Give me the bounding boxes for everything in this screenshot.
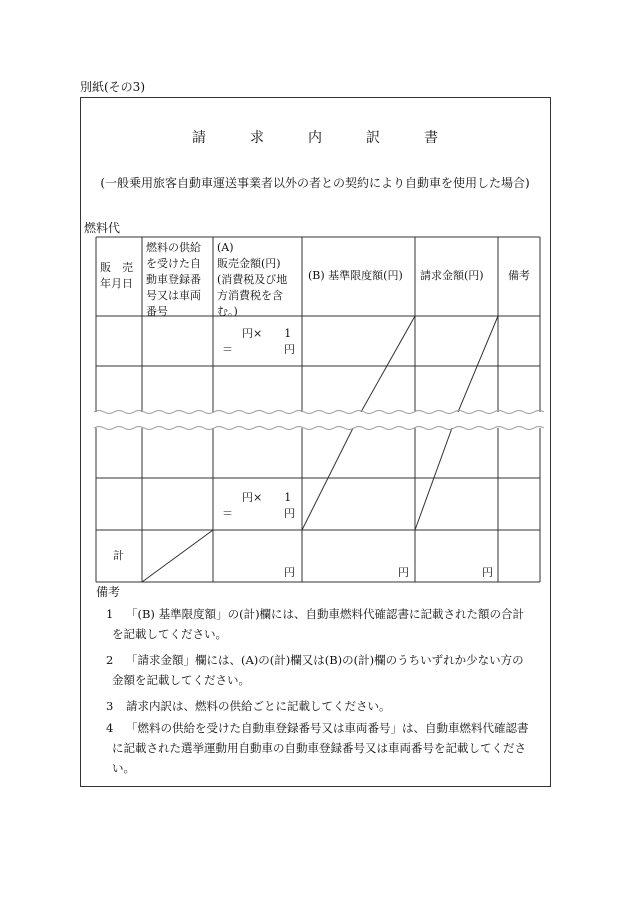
- header-vehicle-line: 番号: [146, 305, 168, 318]
- header-sales-line: む。): [217, 305, 238, 318]
- header-vehicle-line: を受けた自: [146, 257, 201, 270]
- header-date-line1: 販 売: [100, 261, 133, 274]
- header-sales-line: 方消費税を含: [217, 289, 283, 302]
- calc-row-2-equals: ＝: [222, 507, 233, 520]
- header-sales: [217, 240, 287, 320]
- note-text: 請求内訳は、燃料の供給ごとに記載してください。: [126, 699, 391, 713]
- note-number: 2: [106, 653, 114, 667]
- header-sales-line: 販売金額(円): [217, 257, 281, 270]
- calc-row-2-yen: 円: [284, 507, 295, 520]
- header-date-line2: 年月日: [100, 277, 133, 290]
- header-remarks: 備考: [508, 269, 530, 282]
- total-limit-yen: 円: [398, 566, 409, 579]
- title-char: 書: [424, 130, 438, 146]
- attachment-label: 別紙(その3): [80, 80, 145, 94]
- header-vehicle: [146, 240, 201, 320]
- note-text: に記載された選挙運動用自動車の自動車登録番号又は車両番号を記載してくださ: [112, 741, 526, 755]
- note-number: 3: [106, 699, 114, 713]
- note-1: [106, 604, 524, 644]
- note-3: [106, 696, 391, 716]
- total-sales-yen: 円: [284, 566, 295, 579]
- calc-row-1-line1: 円× 1: [242, 327, 292, 340]
- note-4: [106, 718, 529, 778]
- notes-heading: 備考: [96, 585, 121, 599]
- note-2: [106, 650, 524, 690]
- note-text: 「(B) 基準限度額」の(計)欄には、自動車燃料代確認書に記載された額の合計: [126, 607, 525, 621]
- header-sales-line: (A): [217, 241, 234, 254]
- note-text: を記載してください。: [112, 627, 227, 641]
- header-date: [100, 260, 133, 292]
- title-char: 訳: [366, 130, 380, 146]
- header-vehicle-line: 動車登録番: [146, 273, 201, 286]
- header-limit: (B) 基準限度額(円): [308, 269, 403, 282]
- title-char: 求: [250, 130, 264, 146]
- total-label: 計: [113, 549, 124, 562]
- header-sales-line: (消費税及び地: [217, 273, 288, 286]
- document-subtitle: (一般乗用旅客自動車運送事業者以外の者との契約により自動車を使用した場合): [100, 176, 530, 190]
- note-number: 1: [106, 607, 114, 621]
- note-text: 「請求金額」欄には、(A)の(計)欄又は(B)の(計)欄のうちいずれか少ない方の: [126, 653, 524, 667]
- document-title: [0, 127, 630, 147]
- section-label: 燃料代: [84, 221, 121, 235]
- header-vehicle-line: 燃料の供給: [146, 241, 201, 254]
- calc-row-1-equals: ＝: [222, 343, 233, 356]
- calc-row-1-yen: 円: [284, 343, 295, 356]
- note-text: 金額を記載してください。: [112, 673, 250, 687]
- note-text: い。: [112, 761, 135, 775]
- note-number: 4: [106, 721, 114, 735]
- total-claim-yen: 円: [482, 566, 493, 579]
- note-text: 「燃料の供給を受けた自動車登録番号又は車両番号」は、自動車燃料代確認書: [126, 721, 529, 735]
- title-char: 請: [192, 130, 206, 146]
- title-char: 内: [308, 130, 322, 146]
- header-vehicle-line: 号又は車両: [146, 289, 201, 302]
- header-claim: 請求金額(円): [420, 269, 484, 282]
- calc-row-2-line1: 円× 1: [242, 491, 292, 504]
